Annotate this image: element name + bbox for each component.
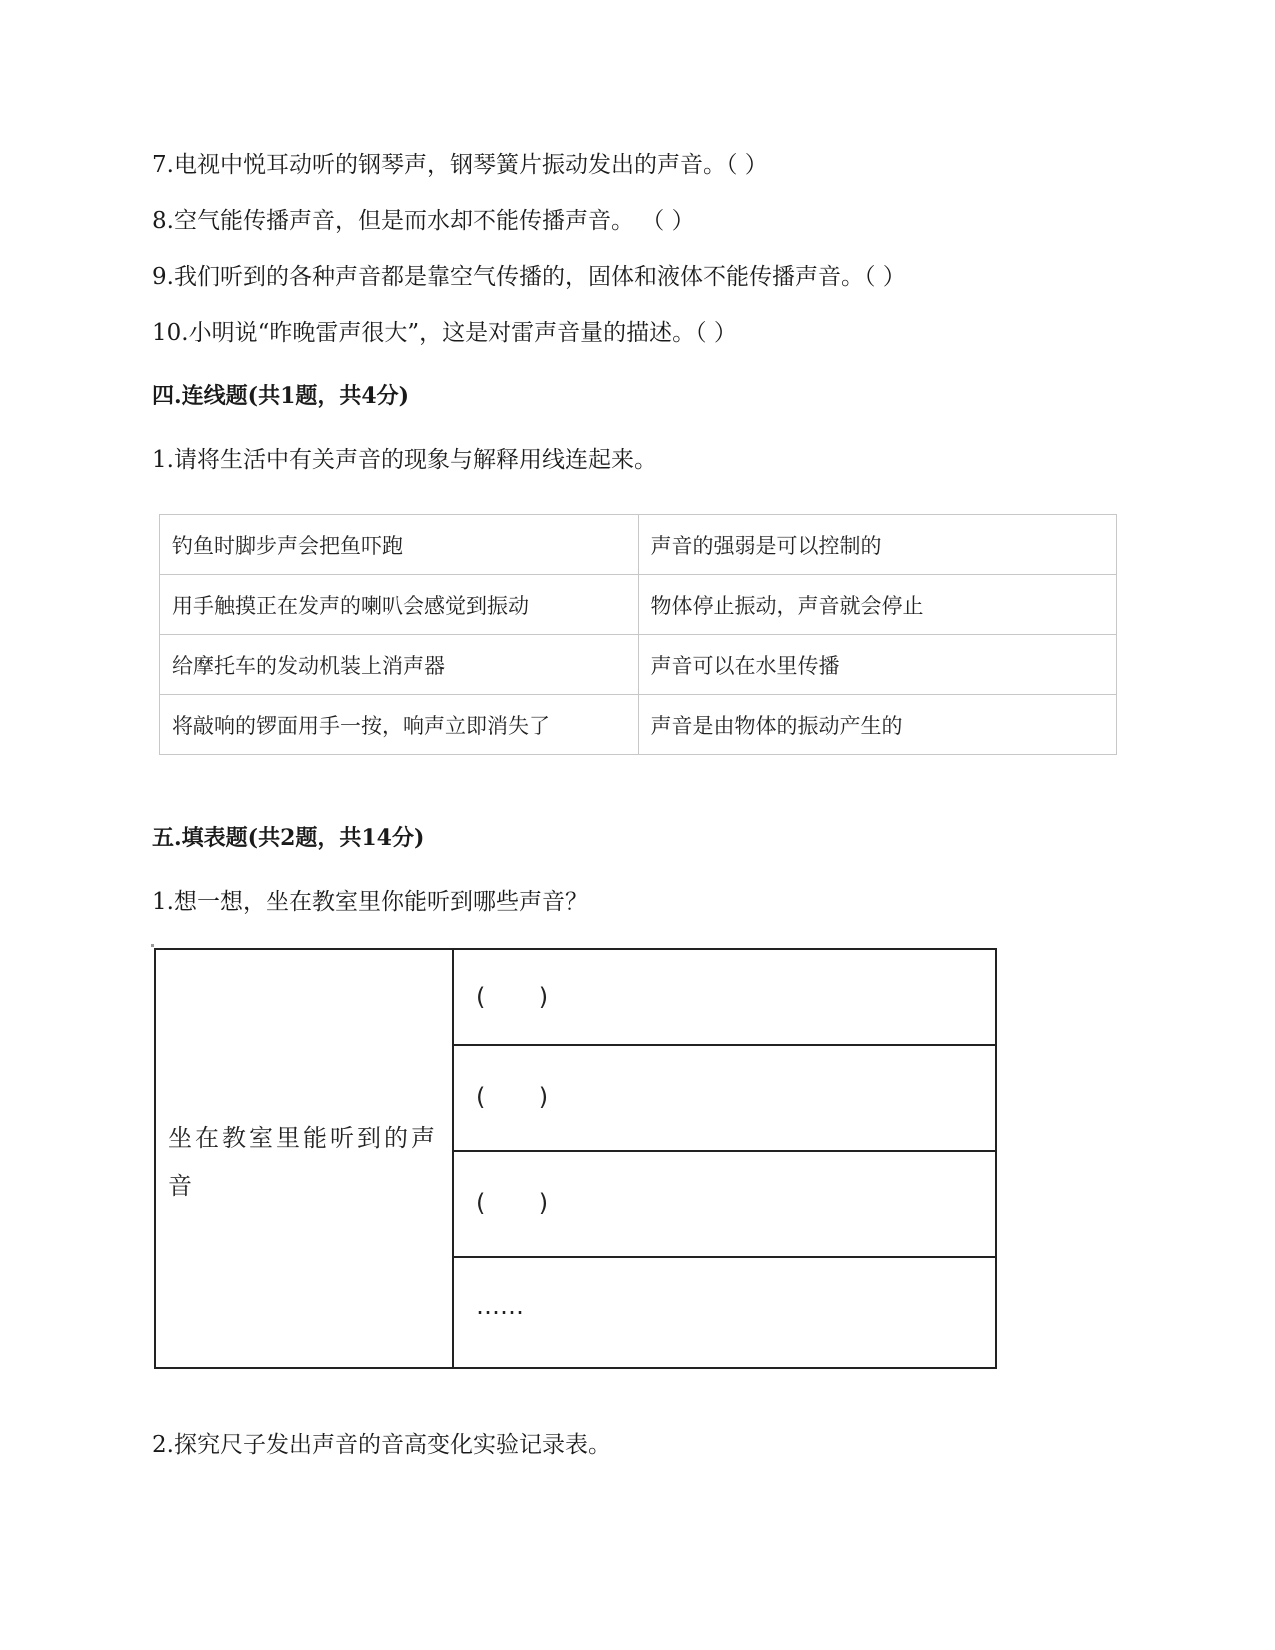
explanation-cell: 声音的强弱是可以控制的 [638,515,1117,575]
phenomenon-cell: 给摩托车的发动机装上消声器 [160,635,639,695]
explanation-cell: 声音可以在水里传播 [638,635,1117,695]
fill-table-answer-column [454,950,995,1367]
table-row [160,695,1117,755]
question-8: 8.空气能传播声音，但是而水却不能传播声音。 （ ） [152,208,695,234]
phenomenon-cell: 钓鱼时脚步声会把鱼吓跑 [160,515,639,575]
fill-table-label: 坐在教室里能听到的声音 [168,1124,438,1200]
question-7: 7.电视中悦耳动听的钢琴声，钢琴簧片振动发出的声音。（ ） [152,152,768,178]
matching-table [159,514,1117,755]
section-4-heading: 四.连线题(共1题，共4分) [152,383,410,409]
answer-ellipsis: …… [476,1292,524,1320]
answer-blank: ( ) [476,1189,549,1217]
table-anchor-mark [151,944,154,947]
answer-cell-1[interactable] [454,950,995,1046]
answer-blank: ( ) [476,1083,549,1111]
table-row [160,635,1117,695]
answer-cell-3[interactable] [454,1152,995,1258]
phenomenon-cell: 将敲响的锣面用手一按，响声立即消失了 [160,695,639,755]
answer-cell-2[interactable] [454,1046,995,1152]
answer-cell-4[interactable] [454,1258,995,1369]
question-10: 10.小明说“昨晚雷声很大”，这是对雷声音量的描述。（ ） [152,320,737,346]
fill-table-label-cell [156,950,454,1367]
section-5-question-1: 1.想一想，坐在教室里你能听到哪些声音？ [152,889,588,915]
table-row [160,575,1117,635]
sound-fill-table [154,948,997,1369]
explanation-cell: 物体停止振动，声音就会停止 [638,575,1117,635]
table-row [160,515,1117,575]
explanation-cell: 声音是由物体的振动产生的 [638,695,1117,755]
section-4-question: 1.请将生活中有关声音的现象与解释用线连起来。 [152,447,657,473]
section-5-question-2: 2.探究尺子发出声音的音高变化实验记录表。 [152,1432,611,1458]
phenomenon-cell: 用手触摸正在发声的喇叭会感觉到振动 [160,575,639,635]
question-9: 9.我们听到的各种声音都是靠空气传播的，固体和液体不能传播声音。（ ） [152,264,906,290]
section-5-heading: 五.填表题(共2题，共14分) [152,825,425,851]
answer-blank: ( ) [476,983,549,1011]
